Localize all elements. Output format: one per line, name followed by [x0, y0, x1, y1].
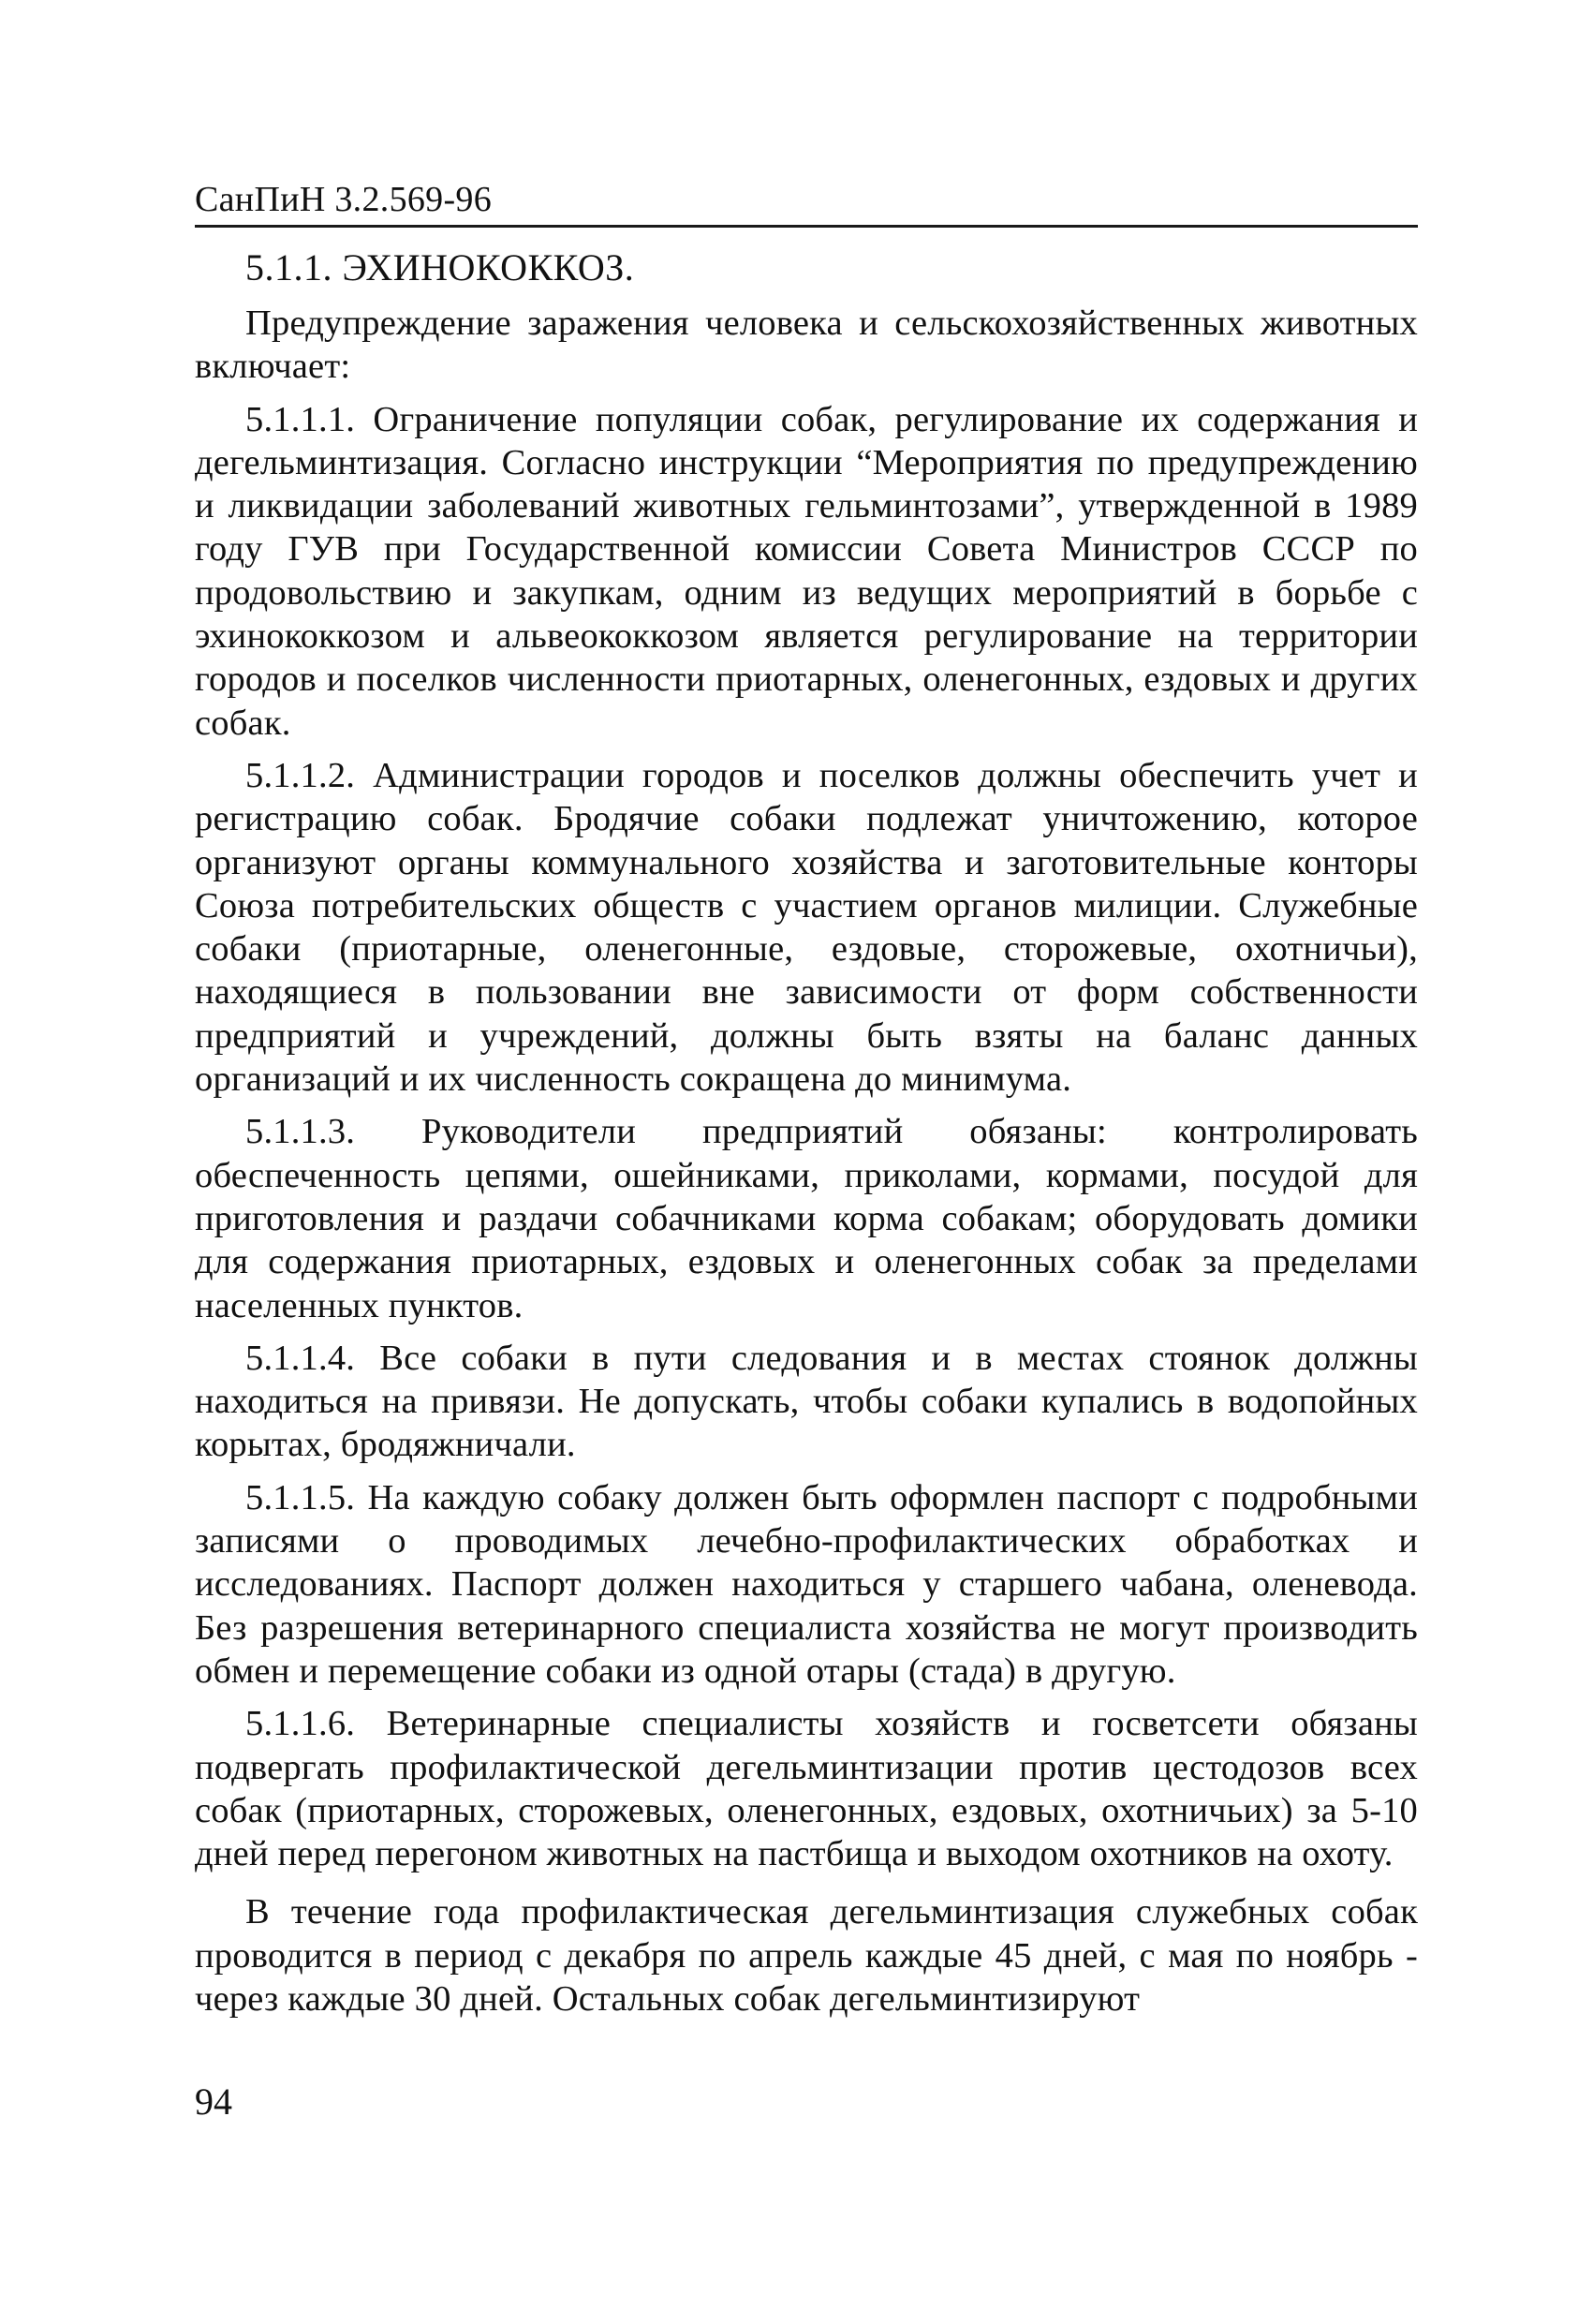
paragraph-5-1-1-6: 5.1.1.6. Ветеринарные специалисты хозяйств и госветсети обязаны подвергать профилактической дегельминтизации против цестодозов всех собак (приотарных, сторожевых, оленегонных, ездовых, охотничьих) за 5-10 дней перед перегоном животных на пастбища и выходом охотников на охоту. [195, 1704, 1418, 1874]
header-rule [195, 225, 1418, 228]
document-page [195, 0, 1418, 2324]
paragraph-5-1-1-1: 5.1.1.1. Ограничение популяции собак, регулирование их содержания и дегельминтизация. Согласно инструкции “Мероприятия по предупреждению и ликвидации заболеваний животных гельминтозами”, утвержденной в 1989 году ГУВ при Государственной комиссии Совета Министров СССР по продовольствию и закупкам, одним из ведущих мероприятий в борьбе с эхинококкозом и альвеококкозом является регулирование на территории городов и поселков численности приотарных, оленегонных, ездовых и других собак. [195, 399, 1418, 743]
body-text [195, 244, 1418, 2021]
paragraph-5-1-1-3: 5.1.1.3. Руководители предприятий обязаны: контролировать обеспеченность цепями, ошейниками, приколами, кормами, посудой для приготовления и раздачи собачниками корма собакам; оборудовать домики для содержания приотарных, ездовых и оленегонных собак за пределами населенных пунктов. [195, 1112, 1418, 1325]
paragraph-5-1-1-5: 5.1.1.5. На каждую собаку должен быть оформлен паспорт с подробными записями о проводимых лечебно-профилактических обработках и исследованиях. Паспорт должен находиться у старшего чабана, оленевода. Без разрешения ветеринарного специалиста хозяйства не могут производить обмен и перемещение собаки из одной отары (стада) в другую. [195, 1477, 1418, 1691]
running-header: СанПиН 3.2.569-96 [195, 180, 493, 219]
page-number: 94 [195, 2080, 232, 2123]
paragraph-5-1-1-2: 5.1.1.2. Администрации городов и поселков должны обеспечить учет и регистрацию собак. Бродячие собаки подлежат уничтожению, которое организуют органы коммунального хозяйства и заготовительные конторы Союза потребительских обществ с участием органов милиции. Служебные собаки (приотарные, оленегонные, ездовые, сторожевые, охотничьи), находящиеся в пользовании вне зависимости от форм собственности предприятий и учреждений, должны быть взяты на баланс данных организаций и их численность сокращена до минимума. [195, 755, 1418, 1100]
paragraph-deworming-schedule: В течение года профилактическая дегельминтизация служебных собак проводится в период с декабря по апрель каждые 45 дней, с мая по ноябрь - через каждые 30 дней. Остальных собак дегельминтизируют [195, 1892, 1418, 2019]
paragraph-intro: Предупреждение заражения человека и сельскохозяйственных животных включает: [195, 303, 1418, 387]
paragraph-5-1-1-4: 5.1.1.4. Все собаки в пути следования и в местах стоянок должны находиться на привязи. Не допускать, чтобы собаки купались в водопойных корытах, бродяжничали. [195, 1338, 1418, 1465]
section-heading: 5.1.1. ЭХИНОКОККОЗ. [245, 246, 635, 289]
